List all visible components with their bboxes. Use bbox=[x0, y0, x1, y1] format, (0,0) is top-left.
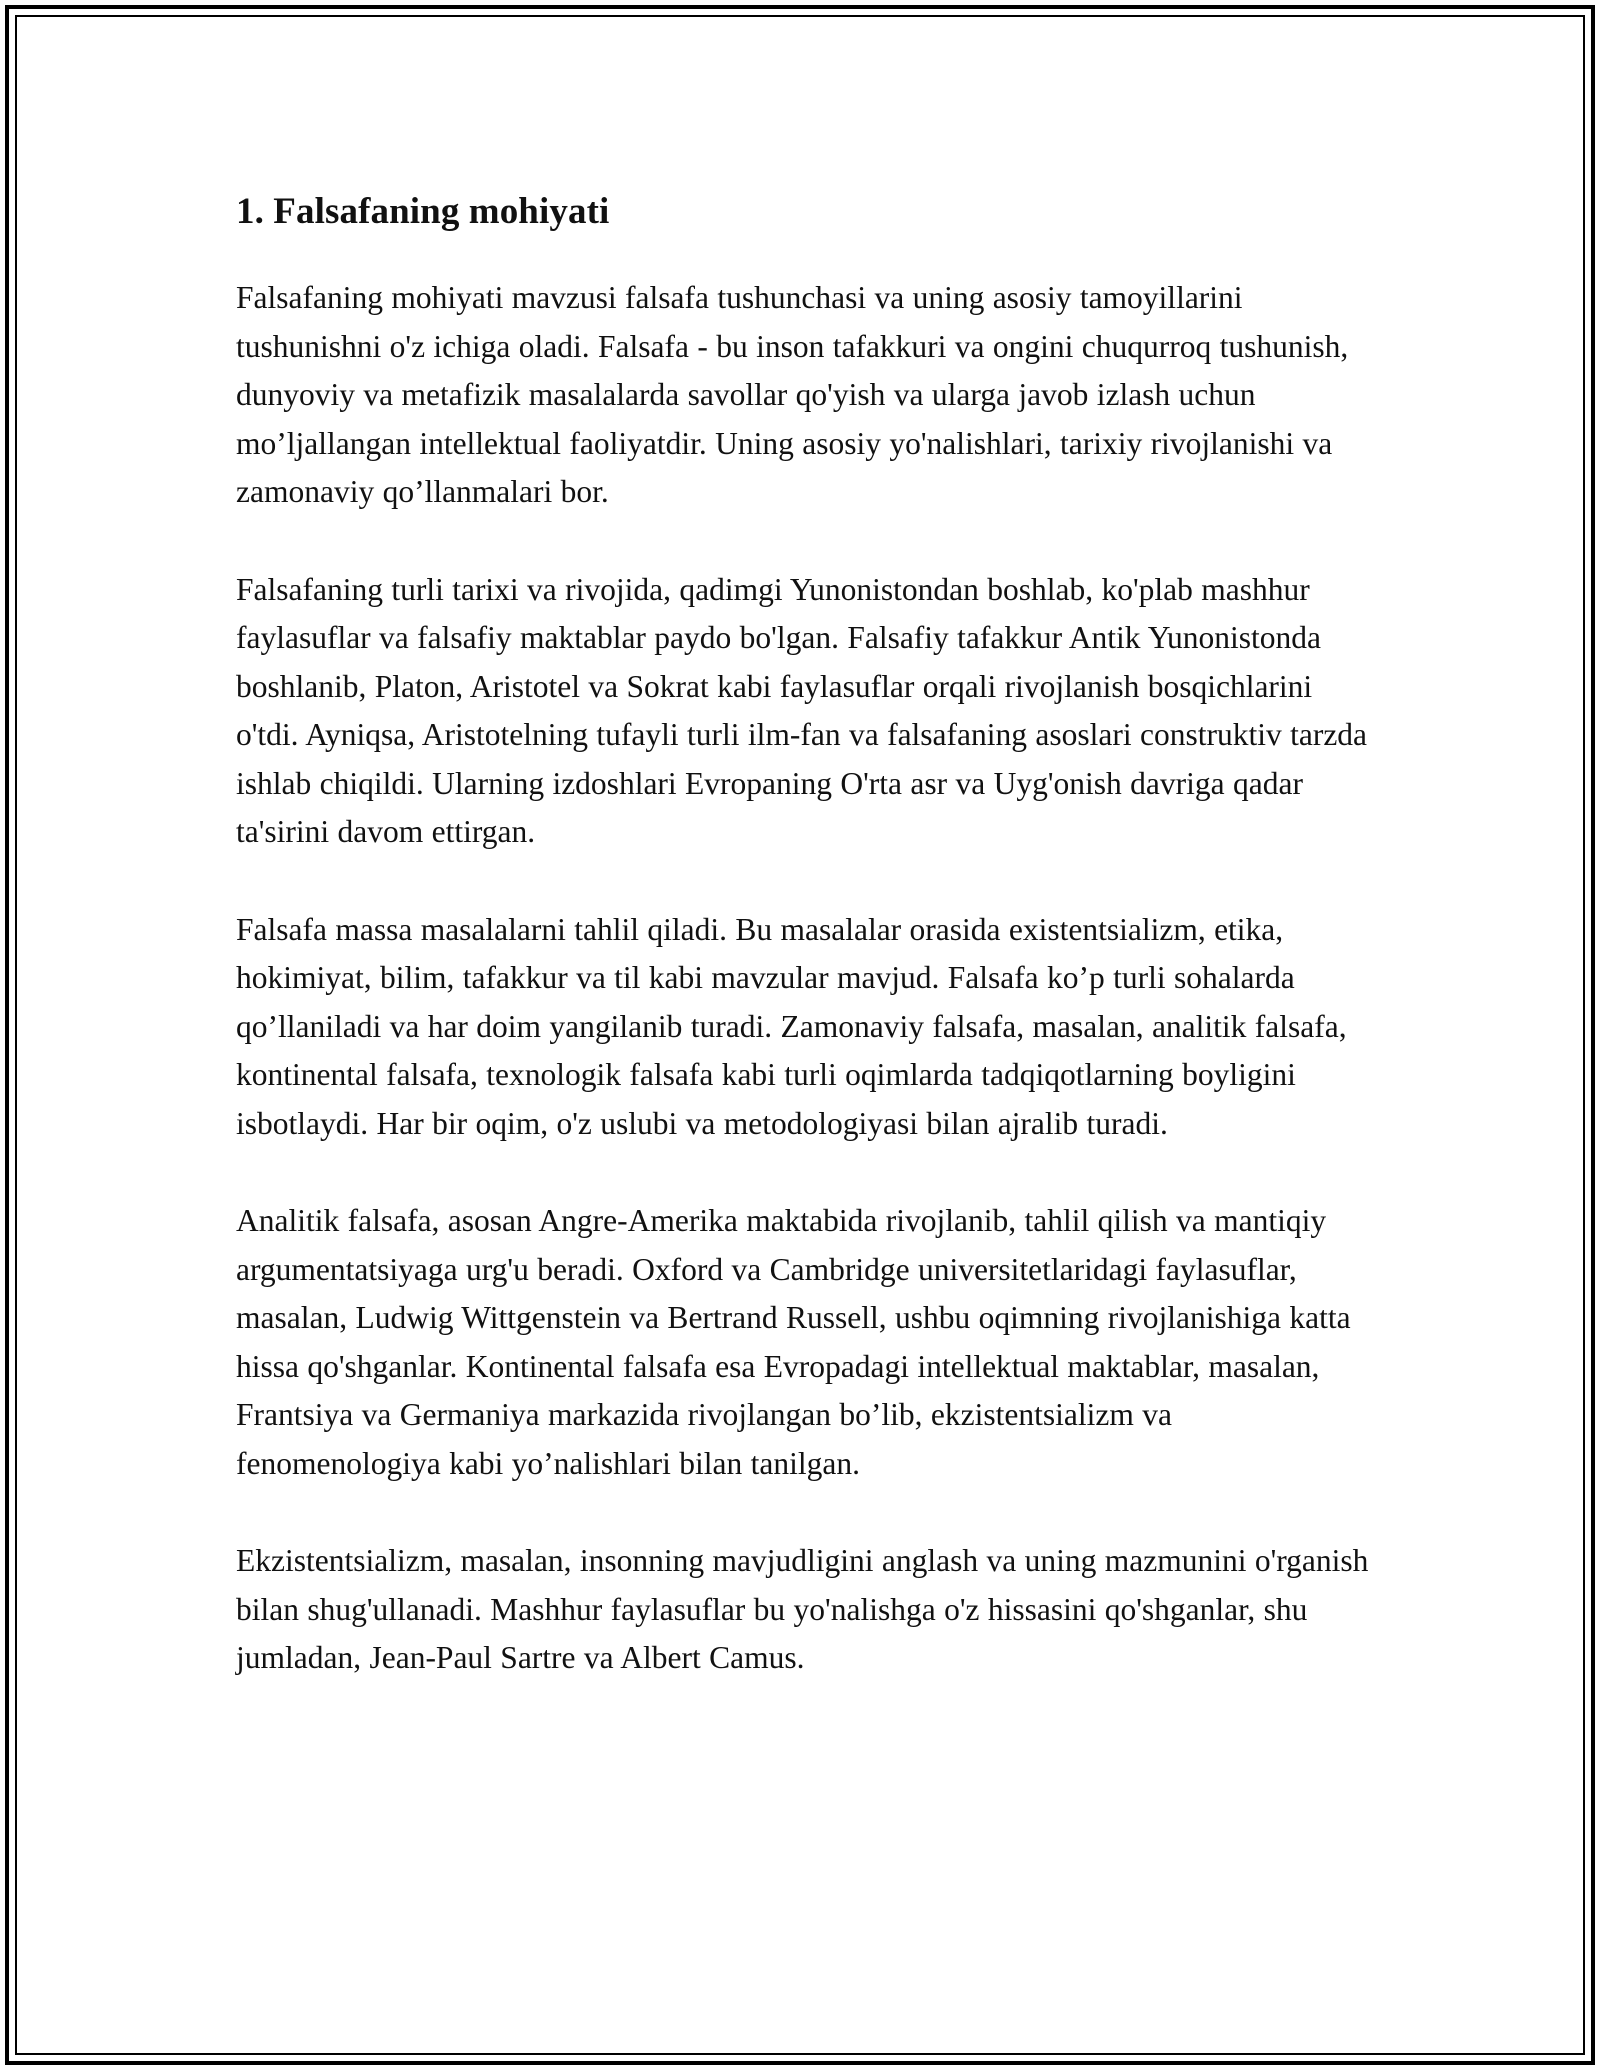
paragraph-history: Falsafaning turli tarixi va rivojida, qadimgi Yunonistondan boshlab, ko'plab mashhur faylasuflar va falsafiy maktablar paydo bo'lgan. Falsafiy tafakkur Antik Yunonistonda boshlanib, Platon, Aristotel va Sokrat kabi faylasuflar orqali rivojlanish bosqichlarini o'tdi. Ayniqsa, Aristotelning tufayli turli ilm-fan va falsafaning asoslari construktiv tarzda ishlab chiqildi. Ularning izdoshlari Evropaning O'rta asr va Uyg'onish davriga qadar ta'sirini davom ettirgan. bbox=[236, 571, 1368, 849]
paragraph-existentialism: Ekzistentsializm, masalan, insonning mavjudligini anglash va uning mazmunini o'rganish bilan shug'ullanadi. Mashhur faylasuflar bu yo'nalishga o'z hissasini qo'shganlar, shu jumladan, Jean-Paul Sartre va Albert Camus. bbox=[236, 1543, 1369, 1675]
paragraph-topics: Falsafa massa masalalarni tahlil qiladi. Bu masalalar orasida existentsializm, etika, hokimiyat, bilim, tafakkur va til kabi mavzular mavjud. Falsafa ko’p turli sohalarda qo’llaniladi va har doim yangilanib turadi. Zamonaviy falsafa, masalan, analitik falsafa, kontinental falsafa, texnologik falsafa kabi turli oqimlarda tadqiqotlarning boyligini isbotlaydi. Har bir oqim, o'z uslubi va metodologiyasi bilan ajralib turadi. bbox=[236, 911, 1347, 1141]
section-heading: 1. Falsafaning mohiyati bbox=[236, 191, 610, 232]
document-body bbox=[236, 184, 1376, 1732]
paragraph-essence: Falsafaning mohiyati mavzusi falsafa tushunchasi va uning asosiy tamoyillarini tushunishni o'z ichiga oladi. Falsafa - bu inson tafakkuri va ongini chuqurroq tushunish, dunyoviy va metafizik masalalarda savollar qo'yish va ularga javob izlash uchun mo’ljallangan intellektual faoliyatdir. Uning asosiy yo'nalishlari, tarixiy rivojlanishi va zamonaviy qo’llanmalari bor. bbox=[236, 280, 1349, 509]
paragraph-analytic-continental: Analitik falsafa, asosan Angre-Amerika maktabida rivojlanib, tahlil qilish va mantiqiy argumentatsiyaga urg'u beradi. Oxford va Cambridge universitetlaridagi faylasuflar, masalan, Ludwig Wittgenstein va Bertrand Russell, ushbu oqimning rivojlanishiga katta hissa qo'shganlar. Kontinental falsafa esa Evropadagi intellektual maktablar, masalan, Frantsiya va Germaniya markazida rivojlangan bo’lib, ekzistentsializm va fenomenologiya kabi yo’nalishlari bilan tanilgan. bbox=[236, 1203, 1351, 1481]
